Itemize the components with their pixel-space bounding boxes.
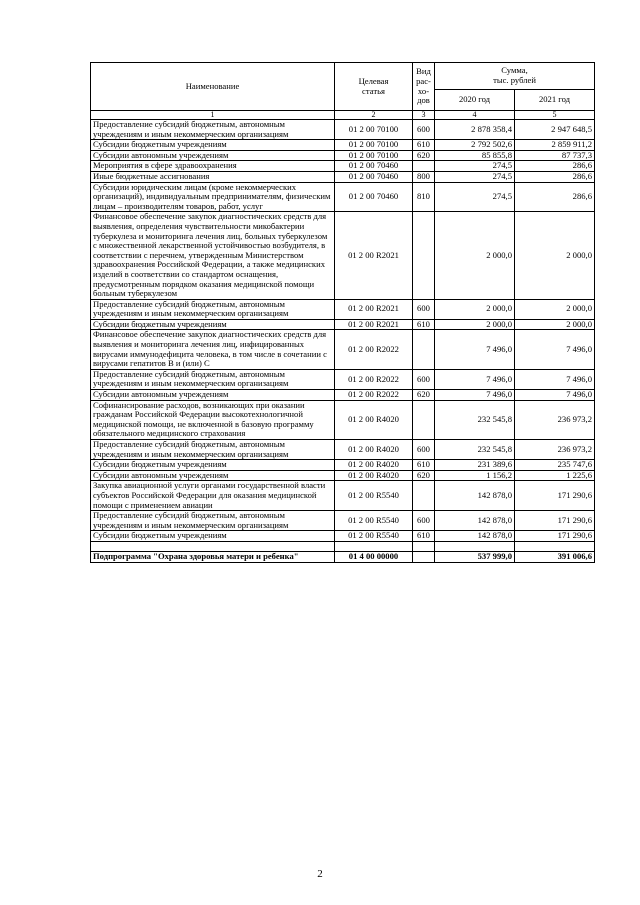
row-name: Финансовое обеспечение закупок диагностических средств для выявления, определения чувствительности микобактерии туберкулеза и мониторинга лечения лиц, больных туберкулезом с множественной лекарственной устойчивостью возбудителя, в соответствии с перечнем, утвержденным Министерством здравоохранения Российской Федерации, а также медицинских изделий в соответствии со стандартом оснащения, предусмотренным порядком оказания медицинской помощи больным туберкулезом: [91, 212, 335, 299]
row-expense-type: 610: [413, 319, 435, 330]
row-amount-2021: 2 947 648,5: [515, 120, 595, 140]
row-target-article: [335, 541, 413, 551]
row-name: Финансовое обеспечение закупок диагностических средств для выявления и мониторинга лечения лиц, инфицированных вирусами иммунодефицита человека, в том числе в сочетании с вирусами гепатитов B и (или) C: [91, 330, 335, 369]
row-name: Предоставление субсидий бюджетным, автономным учреждениям и иным некоммерческим организациям: [91, 369, 335, 389]
row-name: Субсидии бюджетным учреждениям: [91, 140, 335, 151]
row-expense-type: [413, 481, 435, 511]
row-target-article: 01 2 00 70100: [335, 140, 413, 151]
row-expense-type: [413, 212, 435, 299]
header-name: Наименование: [91, 63, 335, 111]
row-amount-2020: 1 156,2: [435, 470, 515, 481]
table-row: [91, 171, 595, 182]
row-target-article: 01 2 00 70460: [335, 161, 413, 172]
row-amount-2021: 235 747,6: [515, 460, 595, 471]
row-amount-2020: 2 000,0: [435, 299, 515, 319]
row-amount-2020: 232 545,8: [435, 400, 515, 439]
row-name: Подпрограмма "Охрана здоровья матери и ребенка": [91, 551, 335, 562]
table-row: [91, 161, 595, 172]
row-name: Субсидии автономным учреждениям: [91, 390, 335, 401]
header-sum: Сумма, тыс. рублей: [435, 63, 595, 90]
table-body: [91, 120, 595, 563]
row-name: Мероприятия в сфере здравоохранения: [91, 161, 335, 172]
row-target-article: 01 2 00 70460: [335, 182, 413, 212]
row-amount-2020: 2 878 358,4: [435, 120, 515, 140]
table-row: [91, 390, 595, 401]
row-amount-2021: 87 737,3: [515, 150, 595, 161]
row-amount-2021: 171 290,6: [515, 531, 595, 542]
row-expense-type: 600: [413, 299, 435, 319]
row-amount-2021: 286,6: [515, 161, 595, 172]
row-amount-2020: 142 878,0: [435, 511, 515, 531]
column-number: 3: [413, 111, 435, 120]
table-row: [91, 140, 595, 151]
row-target-article: 01 2 00 R2022: [335, 369, 413, 389]
row-amount-2021: 2 000,0: [515, 212, 595, 299]
table-row: [91, 212, 595, 299]
row-amount-2021: 2 000,0: [515, 299, 595, 319]
row-expense-type: [413, 400, 435, 439]
row-target-article: 01 2 00 R5540: [335, 531, 413, 542]
row-expense-type: 620: [413, 150, 435, 161]
table-row: [91, 470, 595, 481]
row-target-article: 01 4 00 00000: [335, 551, 413, 562]
row-amount-2020: 142 878,0: [435, 531, 515, 542]
row-target-article: 01 2 00 70100: [335, 120, 413, 140]
row-name: Закупка авиационной услуги органами государственной власти субъектов Российской Федерации для оказания медицинской помощи с применением авиации: [91, 481, 335, 511]
table-row: [91, 481, 595, 511]
row-expense-type: 600: [413, 440, 435, 460]
row-name: Иные бюджетные ассигнования: [91, 171, 335, 182]
row-amount-2020: 232 545,8: [435, 440, 515, 460]
row-amount-2021: 391 006,6: [515, 551, 595, 562]
row-name: Субсидии автономным учреждениям: [91, 470, 335, 481]
row-amount-2020: [435, 541, 515, 551]
row-amount-2020: 231 389,6: [435, 460, 515, 471]
row-amount-2021: 286,6: [515, 182, 595, 212]
row-expense-type: [413, 330, 435, 369]
row-target-article: 01 2 00 R4020: [335, 460, 413, 471]
table-row: [91, 460, 595, 471]
row-amount-2021: 171 290,6: [515, 511, 595, 531]
row-expense-type: [413, 541, 435, 551]
row-name: Предоставление субсидий бюджетным, автономным учреждениям и иным некоммерческим организациям: [91, 120, 335, 140]
table-row: [91, 541, 595, 551]
column-number: 1: [91, 111, 335, 120]
row-name: Предоставление субсидий бюджетным, автономным учреждениям и иным некоммерческим организациям: [91, 440, 335, 460]
row-target-article: 01 2 00 R2022: [335, 390, 413, 401]
row-expense-type: 600: [413, 120, 435, 140]
row-expense-type: 620: [413, 390, 435, 401]
header-expense-type: Вид рас- хо- дов: [413, 63, 435, 111]
row-amount-2021: 236 973,2: [515, 440, 595, 460]
row-expense-type: [413, 551, 435, 562]
row-name: Предоставление субсидий бюджетным, автономным учреждениям и иным некоммерческим организациям: [91, 511, 335, 531]
row-target-article: 01 2 00 R2021: [335, 319, 413, 330]
row-amount-2020: 7 496,0: [435, 390, 515, 401]
row-expense-type: 610: [413, 140, 435, 151]
budget-table: [90, 62, 595, 563]
row-amount-2021: 7 496,0: [515, 330, 595, 369]
row-amount-2021: 171 290,6: [515, 481, 595, 511]
table-row: [91, 150, 595, 161]
row-amount-2020: 274,5: [435, 161, 515, 172]
row-target-article: 01 2 00 R4020: [335, 440, 413, 460]
row-target-article: 01 2 00 R2021: [335, 212, 413, 299]
row-target-article: 01 2 00 R5540: [335, 511, 413, 531]
row-name: Субсидии бюджетным учреждениям: [91, 460, 335, 471]
table-row: [91, 299, 595, 319]
row-amount-2021: 1 225,6: [515, 470, 595, 481]
row-amount-2021: 236 973,2: [515, 400, 595, 439]
row-amount-2021: [515, 541, 595, 551]
row-expense-type: 620: [413, 470, 435, 481]
table-row: [91, 551, 595, 562]
row-name: Субсидии бюджетным учреждениям: [91, 531, 335, 542]
budget-table-container: [90, 62, 594, 563]
row-amount-2021: 286,6: [515, 171, 595, 182]
header-target-article: Целевая статья: [335, 63, 413, 111]
table-row: [91, 120, 595, 140]
table-row: [91, 319, 595, 330]
row-name: Предоставление субсидий бюджетным, автономным учреждениям и иным некоммерческим организациям: [91, 299, 335, 319]
page-number: 2: [317, 868, 323, 880]
row-target-article: 01 2 00 R4020: [335, 400, 413, 439]
table-row: [91, 369, 595, 389]
table-row: [91, 400, 595, 439]
column-number: 4: [435, 111, 515, 120]
column-number: 5: [515, 111, 595, 120]
row-expense-type: 600: [413, 511, 435, 531]
row-amount-2020: 274,5: [435, 171, 515, 182]
row-name: Субсидии автономным учреждениям: [91, 150, 335, 161]
row-amount-2021: 7 496,0: [515, 390, 595, 401]
row-name: Софинансирование расходов, возникающих при оказании гражданам Российской Федерации высокотехнологичной медицинской помощи, не включенной в базовую программу обязательного медицинского страхования: [91, 400, 335, 439]
row-amount-2020: 537 999,0: [435, 551, 515, 562]
table-row: [91, 511, 595, 531]
row-expense-type: 610: [413, 460, 435, 471]
row-amount-2020: 7 496,0: [435, 369, 515, 389]
row-amount-2020: 85 855,8: [435, 150, 515, 161]
row-target-article: 01 2 00 R4020: [335, 470, 413, 481]
row-target-article: 01 2 00 R2022: [335, 330, 413, 369]
row-expense-type: 610: [413, 531, 435, 542]
row-amount-2021: 2 859 911,2: [515, 140, 595, 151]
row-expense-type: [413, 161, 435, 172]
row-expense-type: 600: [413, 369, 435, 389]
table-row: [91, 531, 595, 542]
row-target-article: 01 2 00 70460: [335, 171, 413, 182]
row-amount-2020: 2 792 502,6: [435, 140, 515, 151]
table-row: [91, 440, 595, 460]
row-name: Субсидии бюджетным учреждениям: [91, 319, 335, 330]
row-amount-2020: 2 000,0: [435, 212, 515, 299]
row-amount-2020: 274,5: [435, 182, 515, 212]
row-name: [91, 541, 335, 551]
column-number: 2: [335, 111, 413, 120]
table-row: [91, 330, 595, 369]
row-target-article: 01 2 00 R2021: [335, 299, 413, 319]
table-row: [91, 182, 595, 212]
row-target-article: 01 2 00 R5540: [335, 481, 413, 511]
row-expense-type: 800: [413, 171, 435, 182]
row-amount-2020: 142 878,0: [435, 481, 515, 511]
header-year-2020: 2020 год: [435, 90, 515, 111]
row-amount-2020: 2 000,0: [435, 319, 515, 330]
row-name: Субсидии юридическим лицам (кроме некоммерческих организаций), индивидуальным предпринимателям, физическим лицам – производителям товаров, работ, услуг: [91, 182, 335, 212]
row-amount-2021: 7 496,0: [515, 369, 595, 389]
header-year-2021: 2021 год: [515, 90, 595, 111]
row-amount-2021: 2 000,0: [515, 319, 595, 330]
row-expense-type: 810: [413, 182, 435, 212]
row-amount-2020: 7 496,0: [435, 330, 515, 369]
row-target-article: 01 2 00 70100: [335, 150, 413, 161]
